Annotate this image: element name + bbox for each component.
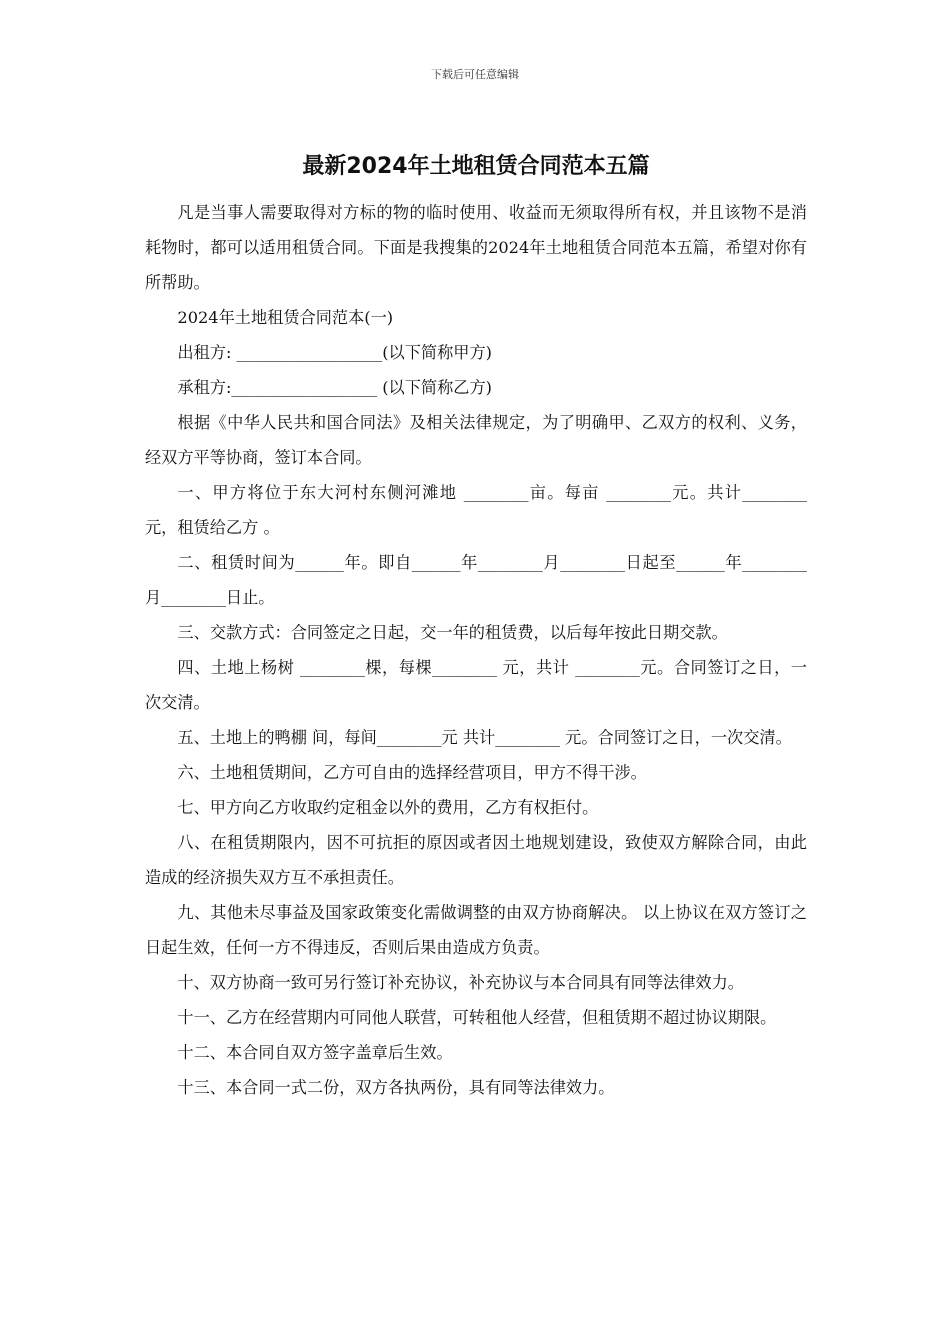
- section-heading: 2024年土地租赁合同范本(一): [177, 308, 394, 327]
- preamble-paragraph: 根据《中华人民共和国合同法》及相关法律规定，为了明确甲、乙双方的权利、义务，经双方平等协商，签订本合同。: [145, 413, 807, 467]
- clause-3: 三、交款方式：合同签定之日起，交一年的租赁费，以后每年按此日期交款。: [177, 623, 728, 642]
- clause-1: 一、甲方将位于东大河村东侧河滩地 ________亩。每亩 ________元。共计________ 元，租赁给乙方 。: [145, 483, 807, 537]
- header-note: 下载后可任意编辑: [431, 68, 519, 81]
- clause-7: 七、甲方向乙方收取约定租金以外的费用，乙方有权拒付。: [177, 798, 599, 817]
- clause-6: 六、土地租赁期间，乙方可自由的选择经营项目，甲方不得干涉。: [177, 763, 647, 782]
- clause-11: 十一、乙方在经营期内可同他人联营，可转租他人经营，但租赁期不超过协议期限。: [177, 1008, 777, 1027]
- clause-2: 二、租赁时间为______年。即自______年________月________日起至______年________月________日止。: [145, 553, 807, 607]
- lessor-line: 出租方: __________________(以下简称甲方): [177, 343, 492, 362]
- clause-12: 十二、本合同自双方签字盖章后生效。: [177, 1043, 453, 1062]
- intro-paragraph: 凡是当事人需要取得对方标的物的临时使用、收益而无须取得所有权，并且该物不是消耗物时，都可以适用租赁合同。下面是我搜集的2024年土地租赁合同范本五篇，希望对你有所帮助。: [145, 203, 807, 292]
- clause-13: 十三、本合同一式二份，双方各执两份，具有同等法律效力。: [177, 1078, 615, 1097]
- clause-9: 九、其他未尽事益及国家政策变化需做调整的由双方协商解决。 以上协议在双方签订之日起生效，任何一方不得违反，否则后果由造成方负责。: [145, 903, 807, 957]
- lessee-line: 承租方:__________________ (以下简称乙方): [177, 378, 492, 397]
- document-body: [145, 195, 807, 1105]
- clause-8: 八、在租赁期限内，因不可抗拒的原因或者因土地规划建设，致使双方解除合同，由此造成的经济损失双方互不承担责任。: [145, 833, 807, 887]
- clause-5: 五、土地上的鸭棚 间，每间________元 共计________ 元。合同签订之日，一次交清。: [177, 728, 792, 747]
- document-title: 最新2024年土地租赁合同范本五篇: [302, 154, 650, 179]
- clause-4: 四、土地上杨树 ________棵，每棵________ 元，共计 ________元。合同签订之日，一次交清。: [145, 658, 807, 712]
- clause-10: 十、双方协商一致可另行签订补充协议，补充协议与本合同具有同等法律效力。: [177, 973, 744, 992]
